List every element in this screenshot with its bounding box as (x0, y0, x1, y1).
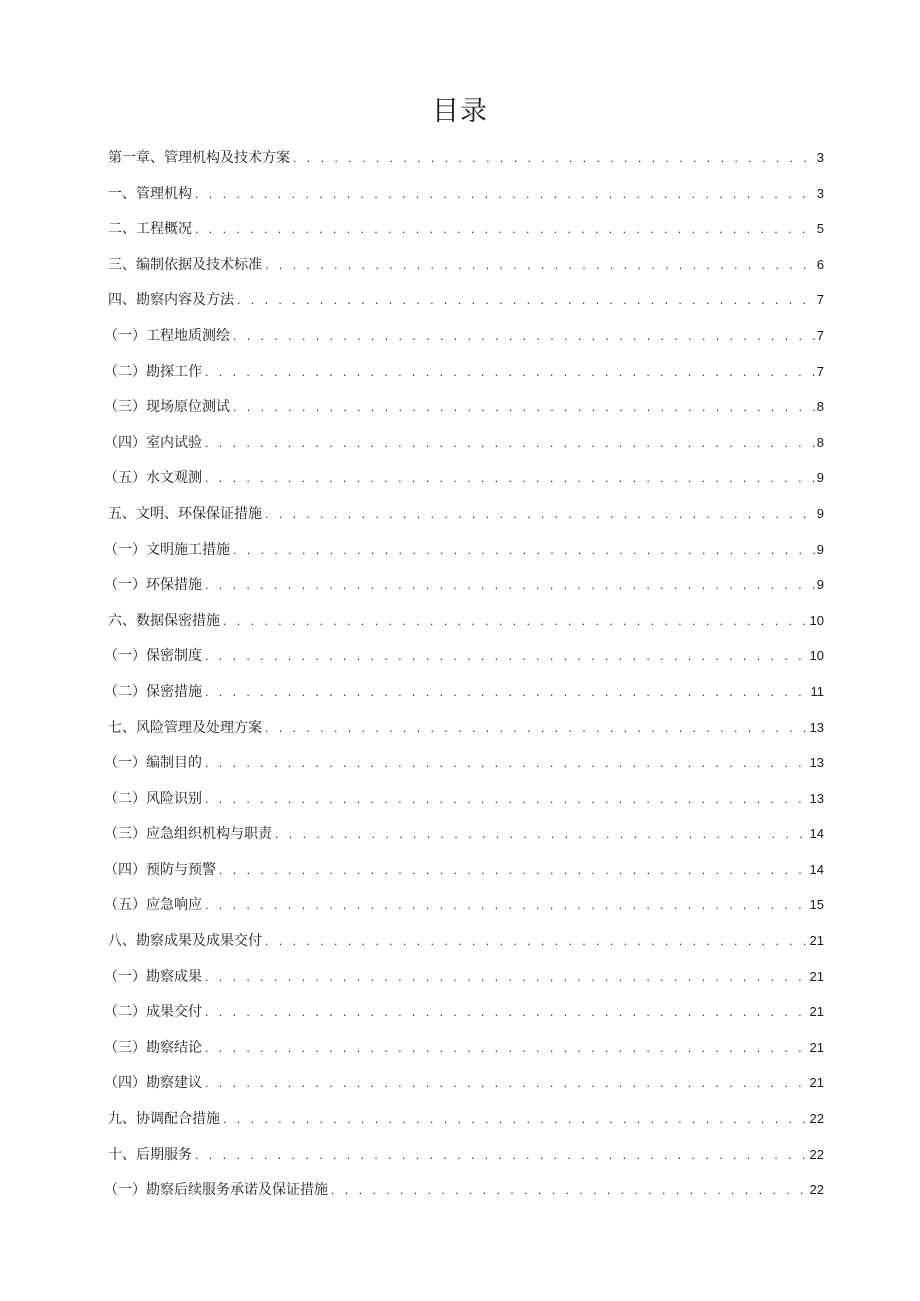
toc-entry-page: 15 (809, 897, 824, 913)
toc-entry-label: （四）室内试验 (104, 434, 202, 451)
toc-entry-page: 21 (809, 1004, 824, 1020)
toc-entry[interactable] (104, 392, 824, 428)
toc-entry[interactable] (108, 926, 824, 962)
toc-dot-leader (195, 1141, 808, 1171)
toc-entry[interactable] (104, 997, 824, 1033)
toc-entry-label: （一）勘察成果 (104, 968, 202, 985)
toc-dot-leader (205, 571, 815, 601)
toc-entry-label: 九、协调配合措施 (108, 1111, 220, 1128)
toc-entry[interactable] (108, 250, 824, 286)
toc-entry-page: 13 (809, 790, 824, 806)
toc-entry-label: （一）勘察后续服务承诺及保证措施 (104, 1182, 328, 1199)
toc-entry[interactable] (104, 535, 824, 571)
toc-entry-page: 7 (816, 363, 824, 379)
toc-entry-label: （一）保密制度 (104, 648, 202, 665)
toc-entry-label: （三）应急组织机构与职责 (104, 826, 272, 843)
toc-entry-page: 10 (809, 612, 824, 628)
toc-dot-leader (219, 856, 808, 886)
toc-entry[interactable] (104, 748, 824, 784)
toc-entry-label: 三、编制依据及技术标准 (108, 256, 262, 273)
toc-entry-label: （四）预防与预警 (104, 861, 216, 878)
toc-dot-leader (293, 144, 815, 174)
toc-dot-leader (205, 963, 808, 993)
toc-entry[interactable] (104, 855, 824, 891)
toc-entry-page: 7 (816, 327, 824, 343)
toc-entry-page: 9 (816, 470, 824, 486)
toc-dot-leader (205, 678, 809, 708)
toc-entry-label: （五）水文观测 (104, 470, 202, 487)
toc-entry[interactable] (104, 641, 824, 677)
toc-entry-label: （二）风险识别 (104, 790, 202, 807)
toc-entry[interactable] (108, 499, 824, 535)
toc-dot-leader (205, 642, 808, 672)
toc-entry[interactable] (104, 1033, 824, 1069)
toc-dot-leader (223, 1105, 808, 1135)
toc-entry-page: 11 (810, 683, 824, 699)
toc-entry-page: 3 (816, 185, 824, 201)
toc-entry-label: （四）勘察建议 (104, 1075, 202, 1092)
toc-entry-page: 13 (809, 755, 824, 771)
toc-entry[interactable] (104, 570, 824, 606)
toc-entry[interactable] (104, 677, 824, 713)
toc-entry-page: 21 (809, 933, 824, 949)
toc-dot-leader (265, 714, 808, 744)
toc-entry-label: （二）勘探工作 (104, 363, 202, 380)
toc-entry[interactable] (104, 962, 824, 998)
toc-entry-page: 14 (809, 826, 824, 842)
toc-dot-leader (195, 180, 815, 210)
toc-entry[interactable] (108, 606, 824, 642)
toc-entry-page: 6 (816, 256, 824, 272)
toc-dot-leader (205, 464, 815, 494)
toc-entry[interactable] (104, 819, 824, 855)
toc-entry-page: 7 (816, 292, 824, 308)
toc-entry-label: 第一章、管理机构及技术方案 (108, 150, 290, 166)
toc-dot-leader (205, 785, 808, 815)
toc-entry[interactable] (104, 1068, 824, 1104)
toc-dot-leader (205, 998, 808, 1028)
toc-entry[interactable] (104, 428, 824, 464)
toc-dot-leader (205, 429, 815, 459)
toc-entry-page: 13 (809, 719, 824, 735)
toc-entry-page: 9 (816, 541, 824, 557)
toc-dot-leader (195, 215, 815, 245)
toc-entry[interactable] (108, 143, 824, 179)
toc-entry-label: 二、工程概况 (108, 221, 192, 238)
toc-entry-page: 21 (809, 968, 824, 984)
toc-entry-label: （一）文明施工措施 (104, 541, 230, 558)
toc-entry-label: （一）工程地质测绘 (104, 327, 230, 344)
toc-entry[interactable] (108, 1140, 824, 1176)
toc-entry[interactable] (108, 713, 824, 749)
toc-entry-page: 9 (816, 505, 824, 521)
toc-entry-page: 9 (816, 577, 824, 593)
toc-entry-page: 3 (816, 150, 824, 165)
toc-entry[interactable] (104, 321, 824, 357)
toc-entry-label: （二）成果交付 (104, 1004, 202, 1021)
toc-dot-leader (205, 891, 808, 921)
toc-dot-leader (265, 500, 815, 530)
toc-dot-leader (205, 1034, 808, 1064)
toc-entry[interactable] (108, 285, 824, 321)
toc-dot-leader (265, 927, 808, 957)
toc-entry[interactable] (104, 1175, 824, 1211)
toc-entry-page: 8 (816, 399, 824, 415)
toc-entry-label: 八、勘察成果及成果交付 (108, 933, 262, 950)
toc-entry[interactable] (104, 784, 824, 820)
toc-entry-label: （三）现场原位测试 (104, 399, 230, 416)
toc-dot-leader (205, 358, 815, 388)
toc-entry-label: （二）保密措施 (104, 683, 202, 700)
toc-entry-page: 14 (809, 861, 824, 877)
toc-dot-leader (223, 607, 808, 637)
toc-entry[interactable] (104, 357, 824, 393)
toc-entry-label: 五、文明、环保保证措施 (108, 505, 262, 522)
toc-entry-page: 8 (816, 434, 824, 450)
toc-dot-leader (233, 536, 815, 566)
toc-dot-leader (331, 1176, 808, 1206)
toc-dot-leader (265, 251, 815, 281)
toc-entry[interactable] (108, 1104, 824, 1140)
toc-dot-leader (275, 820, 808, 850)
toc-entry-label: （五）应急响应 (104, 897, 202, 914)
toc-entry[interactable] (104, 890, 824, 926)
toc-dot-leader (233, 393, 815, 423)
table-of-contents (104, 143, 824, 1211)
toc-entry[interactable] (104, 463, 824, 499)
toc-title: 目录 (432, 96, 488, 127)
toc-entry-page: 21 (809, 1075, 824, 1091)
toc-entry-page: 5 (816, 221, 824, 237)
toc-entry-label: 七、风险管理及处理方案 (108, 719, 262, 736)
toc-dot-leader (233, 322, 815, 352)
toc-entry[interactable] (108, 214, 824, 250)
toc-entry-page: 21 (809, 1039, 824, 1055)
toc-entry-label: （一）编制目的 (104, 755, 202, 772)
toc-entry-page: 10 (809, 648, 824, 664)
toc-dot-leader (237, 286, 815, 316)
toc-entry-label: 六、数据保密措施 (108, 612, 220, 629)
toc-entry-page: 22 (809, 1146, 824, 1162)
toc-entry[interactable] (108, 179, 824, 215)
toc-dot-leader (205, 1069, 808, 1099)
toc-entry-label: （三）勘察结论 (104, 1039, 202, 1056)
toc-entry-label: 四、勘察内容及方法 (108, 292, 234, 309)
toc-entry-label: 一、管理机构 (108, 185, 192, 202)
toc-entry-page: 22 (809, 1111, 824, 1127)
toc-entry-label: （一）环保措施 (104, 577, 202, 594)
toc-entry-label: 十、后期服务 (108, 1146, 192, 1163)
toc-dot-leader (205, 749, 808, 779)
toc-entry-page: 22 (809, 1182, 824, 1198)
